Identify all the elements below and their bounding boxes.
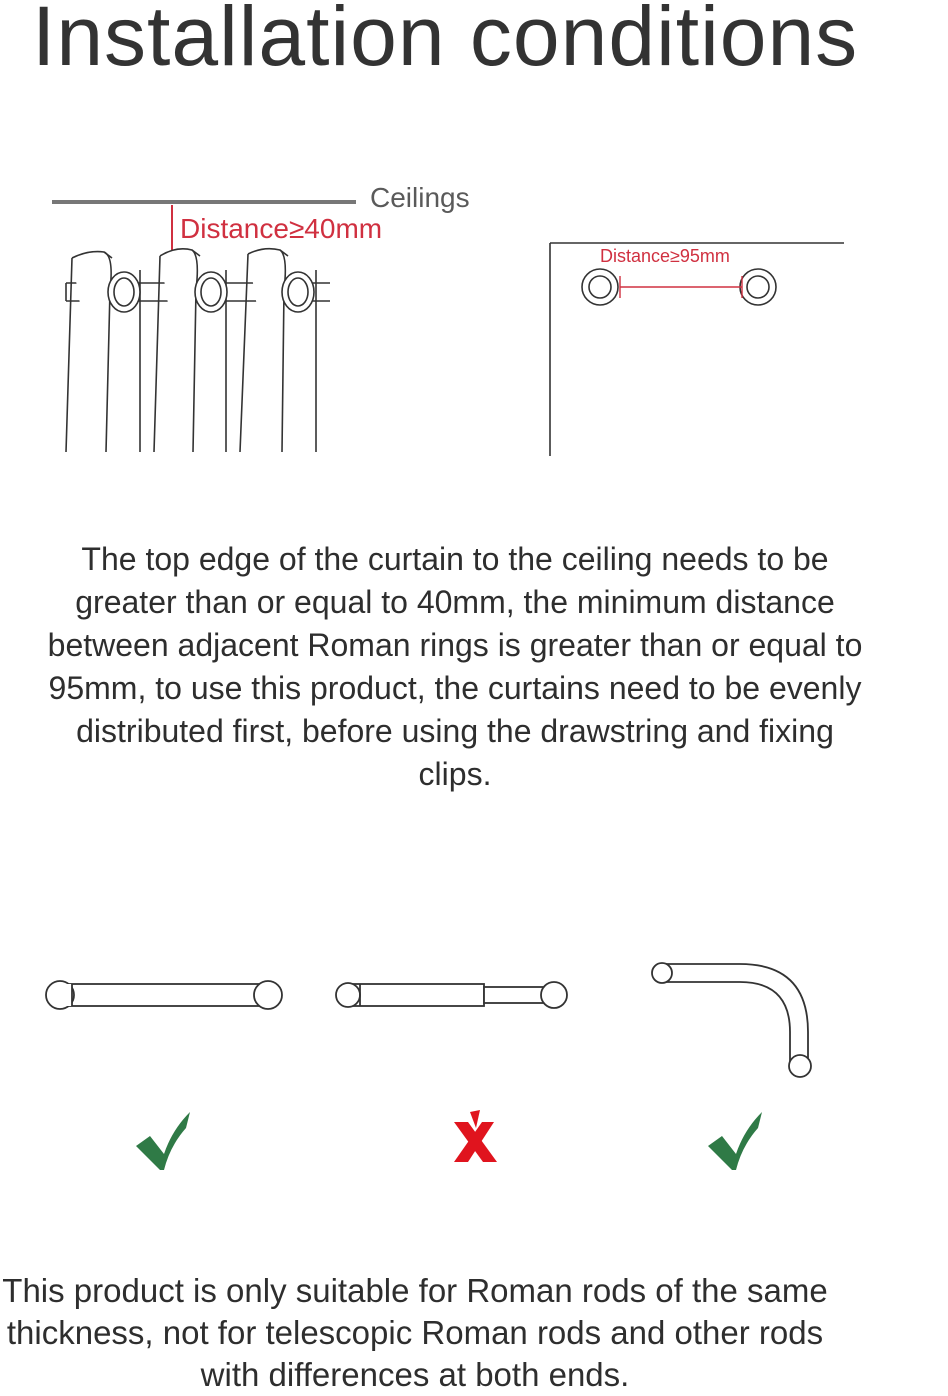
rod-comparison [0, 940, 948, 1200]
page-title: Installation conditions [32, 0, 859, 83]
check-icon [708, 1112, 762, 1170]
rod-telescopic [336, 982, 567, 1008]
ring-spacing-diagram [550, 243, 844, 456]
check-icon [136, 1112, 190, 1170]
ceiling-label: Ceilings [370, 182, 470, 213]
footer-note-text: This product is only suitable for Roman rods of the same thickness, not for telescopic Roman rods and other rods with differences at both ends. [2, 1272, 828, 1393]
cross-icon [454, 1110, 497, 1162]
rod-straight [46, 981, 282, 1009]
curtain-panels [66, 249, 316, 452]
ceiling-distance-label: Distance≥40mm [180, 213, 383, 244]
instructions-text: The top edge of the curtain to the ceiling needs to be greater than or equal to 40mm, the minimum distance between adjacent Roman rings is greater than or equal to 95mm, to use this product, the curtains need to be evenly distributed first, before using the drawstring and fixing clips. [47, 541, 863, 792]
ceiling-distance-diagram [0, 0, 948, 480]
ring-distance-label: Distance≥95mm [600, 246, 730, 266]
rod-corner [652, 963, 811, 1077]
